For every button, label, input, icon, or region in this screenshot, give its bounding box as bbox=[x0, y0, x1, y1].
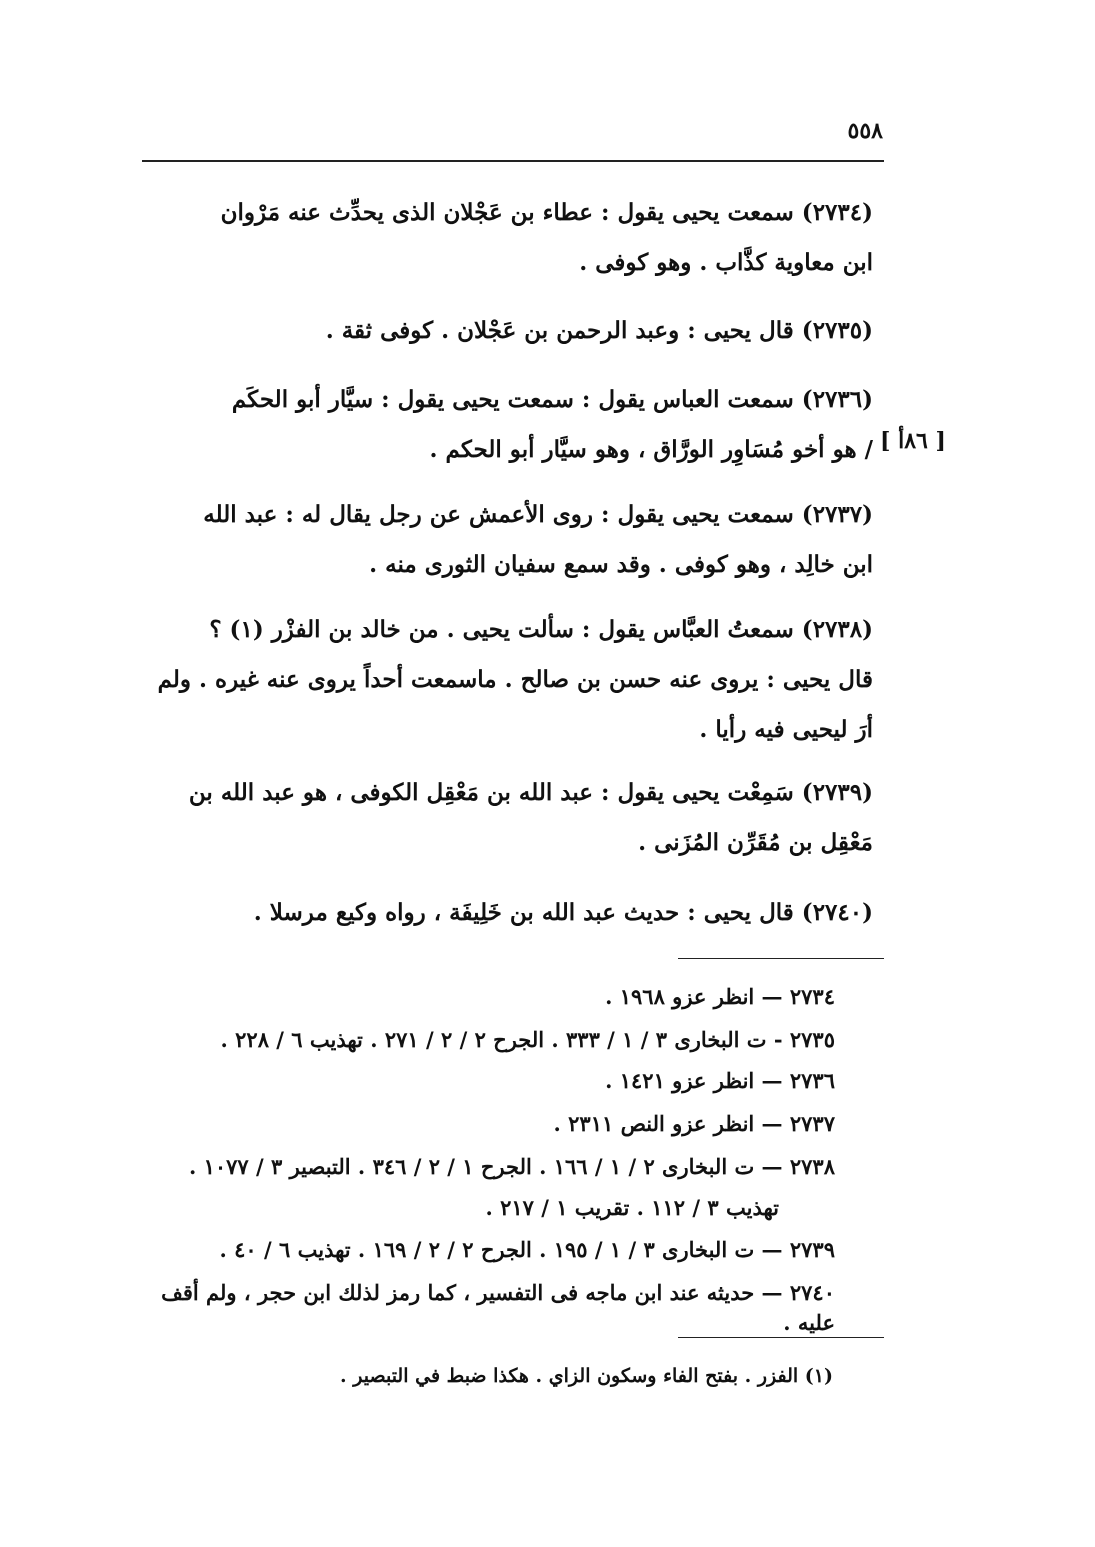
entry-continuation-2: أرَ ليحيى فيه رأيا . bbox=[699, 716, 873, 743]
page-number: ٥٥٨ bbox=[847, 118, 883, 144]
entry-text: قال يحيى : حديث عبد الله بن خَلِيفَة ، رواه وكيع مرسلا . bbox=[253, 899, 794, 926]
notes-rule bbox=[678, 958, 884, 959]
footnote-rule bbox=[678, 1337, 884, 1338]
note-2734: ٢٧٣٤ — انظر عزو ١٩٦٨ . bbox=[605, 984, 835, 1009]
entry-text: سمعت يحيى يقول : عطاء بن عَجْلان الذى يحدِّث عنه مَرْوان bbox=[220, 199, 794, 226]
note-2738: ٢٧٣٨ — ت البخارى ٢ / ١ / ١٦٦ . الجرح ١ / ٢ / ٣٤٦ . التبصير ٣ / ١٠٧٧ . bbox=[188, 1154, 835, 1179]
entry-number: (٢٧٣٩) bbox=[801, 779, 873, 806]
footnote: (١) الفزر . بفتح الفاء وسكون الزاي . هكذا ضبط في التبصير . bbox=[340, 1365, 833, 1387]
entry-number: (٢٧٣٥) bbox=[801, 317, 873, 344]
header-rule bbox=[142, 160, 884, 162]
entry-text: سَمِعْت يحيى يقول : عبد الله بن مَعْقِل الكوفى ، هو عبد الله بن bbox=[188, 779, 794, 806]
entry-2739 bbox=[143, 768, 873, 868]
entry-continuation: مَعْقِل بن مُقَرِّن المُزَنى . bbox=[638, 829, 873, 856]
entry-text: قال يحيى : وعبد الرحمن بن عَجْلان . كوفى ثقة . bbox=[325, 317, 794, 344]
entry-text: سمعت العباس يقول : سمعت يحيى يقول : سيَّار أبو الحكَم bbox=[231, 386, 794, 413]
entry-continuation: ابن خالِد ، وهو كوفى . وقد سمع سفيان الثورى منه . bbox=[369, 551, 873, 578]
entry-2737 bbox=[143, 490, 873, 590]
note-2739: ٢٧٣٩ — ت البخارى ٣ / ١ / ١٩٥ . الجرح ٢ / ٢ / ١٦٩ . تهذيب ٦ / ٤٠ . bbox=[219, 1237, 835, 1262]
note-2738-continuation: تهذيب ٣ / ١١٢ . تقريب ١ / ٢١٧ . bbox=[485, 1195, 779, 1220]
entry-number: (٢٧٣٨) bbox=[801, 616, 873, 643]
note-2735: ٢٧٣٥ - ت البخارى ٣ / ١ / ٣٣٣ . الجرح ٢ / ٢ / ٢٧١ . تهذيب ٦ / ٢٢٨ . bbox=[220, 1027, 835, 1052]
entry-text: سمعت يحيى يقول : روى الأعمش عن رجل يقال له : عبد الله bbox=[203, 501, 794, 528]
note-2736: ٢٧٣٦ — انظر عزو ١٤٢١ . bbox=[605, 1068, 835, 1093]
entry-number: (٢٧٣٧) bbox=[801, 501, 873, 528]
entry-continuation: / هو أخو مُسَاوِر الورَّاق ، وهو سيَّار أبو الحكم . bbox=[429, 436, 873, 463]
entry-number: (٢٧٤٠) bbox=[801, 899, 873, 926]
entry-text: سمعتُ العبَّاس يقول : سألت يحيى . من خالد بن الفزْر (١) ؟ bbox=[209, 616, 794, 643]
note-2740: ٢٧٤٠ — حديثه عند ابن ماجه فى التفسير ، كما رمز لذلك ابن حجر ، ولم أقف عليه . bbox=[161, 1280, 835, 1335]
entry-number: (٢٧٣٤) bbox=[801, 199, 873, 226]
entry-continuation: ابن معاوية كذَّاب . وهو كوفى . bbox=[579, 249, 873, 276]
entry-2735 bbox=[143, 306, 873, 356]
entry-2738 bbox=[143, 605, 873, 755]
note-2737: ٢٧٣٧ — انظر عزو النص ٢٣١١ . bbox=[553, 1111, 835, 1136]
margin-reference: [ ٨٦أ ] bbox=[880, 428, 946, 454]
entry-2740 bbox=[143, 888, 873, 938]
entry-2736 bbox=[143, 375, 873, 475]
entry-2734 bbox=[143, 188, 873, 288]
entry-number: (٢٧٣٦) bbox=[801, 386, 873, 413]
entry-continuation: قال يحيى : يروى عنه حسن بن صالح . ماسمعت أحداً يروى عنه غيره . ولم bbox=[157, 666, 873, 693]
